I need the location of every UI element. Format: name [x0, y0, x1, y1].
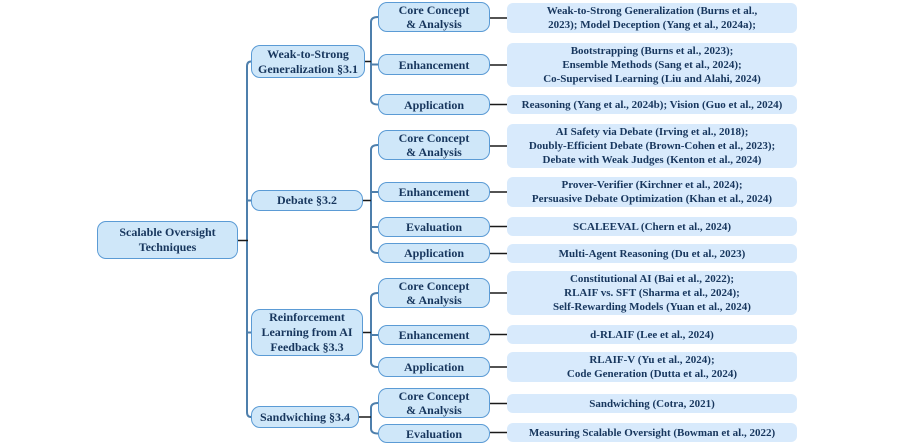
node-text-line: Feedback §3.3 — [270, 340, 344, 354]
node-text-line: Evaluation — [405, 220, 462, 234]
category-node-w2s-core-concept-analysis — [378, 2, 490, 32]
node-text-line: & Analysis — [406, 17, 462, 31]
leaf-text-line: Weak-to-Strong Generalization (Burns et al., — [546, 5, 758, 17]
node-text-line: & Analysis — [406, 293, 462, 307]
category-node-sandwiching-core-concept-analysis — [378, 388, 490, 418]
leaf-node-debate-core — [507, 124, 797, 168]
node-text-line: Sandwiching §3.4 — [259, 409, 351, 424]
leaf-text-line: Co-Supervised Learning (Liu and Alahi, 2024) — [543, 73, 761, 85]
branch-node-debate — [251, 190, 363, 211]
leaf-node-rlaif-core — [507, 271, 797, 315]
node-text-line: Application — [403, 246, 464, 260]
category-node-debate-evaluation — [378, 217, 490, 237]
leaf-text-line: RLAIF vs. SFT (Sharma et al., 2024); — [564, 287, 740, 299]
leaf-text-line: Bootstrapping (Burns et al., 2023); — [570, 45, 734, 57]
category-node-rlaif-application — [378, 357, 490, 377]
leaf-text-line: Measuring Scalable Oversight (Bowman et al., 2022) — [528, 426, 776, 439]
node-text-line: Enhancement — [398, 57, 470, 72]
leaf-text-line: Prover-Verifier (Kirchner et al., 2024); — [561, 179, 743, 191]
leaf-node-sandwiching-evaluation — [507, 423, 797, 442]
branch-node-sandwiching — [251, 406, 359, 428]
node-text-line: Core Concept — [398, 131, 470, 145]
category-node-w2s-enhancement — [378, 54, 490, 75]
category-node-debate-application — [378, 243, 490, 263]
connector-blue-lines — [247, 17, 378, 434]
leaf-text-line: Reasoning (Yang et al., 2024b); Vision (Guo et al., 2024) — [521, 98, 783, 111]
leaf-text-line: AI Safety via Debate (Irving et al., 2018); — [555, 126, 749, 138]
category-node-w2s-application — [378, 94, 490, 115]
branch-node-weak-to-strong-generalization — [251, 45, 365, 78]
node-text-line: Core Concept — [398, 389, 470, 403]
category-node-debate-enhancement — [378, 182, 490, 202]
node-text-line: Scalable Oversight — [119, 225, 216, 239]
leaf-node-rlaif-enhancement — [507, 325, 797, 344]
node-text-line: Enhancement — [398, 185, 470, 199]
branch-node-rlaif — [251, 309, 363, 356]
node-text-line: Enhancement — [398, 328, 470, 342]
category-node-rlaif-core-concept-analysis — [378, 278, 490, 308]
leaf-node-sandwiching-core — [507, 394, 797, 413]
node-text-line: Debate §3.2 — [277, 193, 337, 207]
leaf-node-debate-evaluation — [507, 217, 797, 236]
leaf-text-line: Code Generation (Dutta et al., 2024) — [566, 368, 738, 380]
category-node-sandwiching-evaluation — [378, 424, 490, 443]
root-node — [97, 221, 238, 259]
leaf-text-line: Multi-Agent Reasoning (Du et al., 2023) — [558, 247, 746, 260]
leaf-node-w2s-enhancement — [507, 43, 797, 87]
leaf-text-line: Self-Rewarding Models (Yuan et al., 2024) — [553, 301, 751, 313]
node-text-line: & Analysis — [406, 145, 462, 159]
node-text-line: Weak-to-Strong — [267, 46, 349, 61]
leaf-node-debate-application — [507, 244, 797, 263]
leaf-node-w2s-core — [507, 3, 797, 33]
node-text-line: Learning from AI — [261, 325, 353, 339]
node-text-line: Core Concept — [398, 3, 470, 17]
node-text-line: Application — [403, 360, 464, 374]
leaf-text-line: SCALEEVAL (Chern et al., 2024) — [572, 220, 732, 233]
leaf-text-line: Constitutional AI (Bai et al., 2022); — [569, 273, 735, 285]
leaf-text-line: Persuasive Debate Optimization (Khan et al., 2024) — [531, 193, 773, 205]
leaf-text-line: Ensemble Methods (Sang et al., 2024); — [562, 59, 742, 71]
category-node-rlaif-enhancement — [378, 325, 490, 345]
leaf-text-line: Sandwiching (Cotra, 2021) — [589, 397, 715, 410]
node-text-line: Evaluation — [405, 426, 462, 441]
leaf-text-line: Doubly-Efficient Debate (Brown-Cohen et al., 2023); — [528, 140, 776, 152]
node-text-line: Techniques — [138, 240, 197, 254]
node-text-line: Generalization §3.1 — [258, 61, 358, 76]
node-text-line: & Analysis — [406, 403, 462, 417]
leaf-text-line: RLAIF-V (Yu et al., 2024); — [589, 354, 715, 366]
leaf-node-rlaif-application — [507, 352, 797, 382]
leaf-node-w2s-application — [507, 95, 797, 114]
node-text-line: Core Concept — [398, 279, 470, 293]
node-text-line: Application — [403, 97, 464, 112]
leaf-text-line: d-RLAIF (Lee et al., 2024) — [590, 328, 714, 341]
leaf-text-line: 2023); Model Deception (Yang et al., 2024a); — [548, 19, 756, 31]
node-text-line: Reinforcement — [269, 310, 345, 324]
category-node-debate-core-concept-analysis — [378, 130, 490, 160]
leaf-text-line: Debate with Weak Judges (Kenton et al., 2024) — [542, 154, 762, 166]
leaf-node-debate-enhancement — [507, 177, 797, 207]
